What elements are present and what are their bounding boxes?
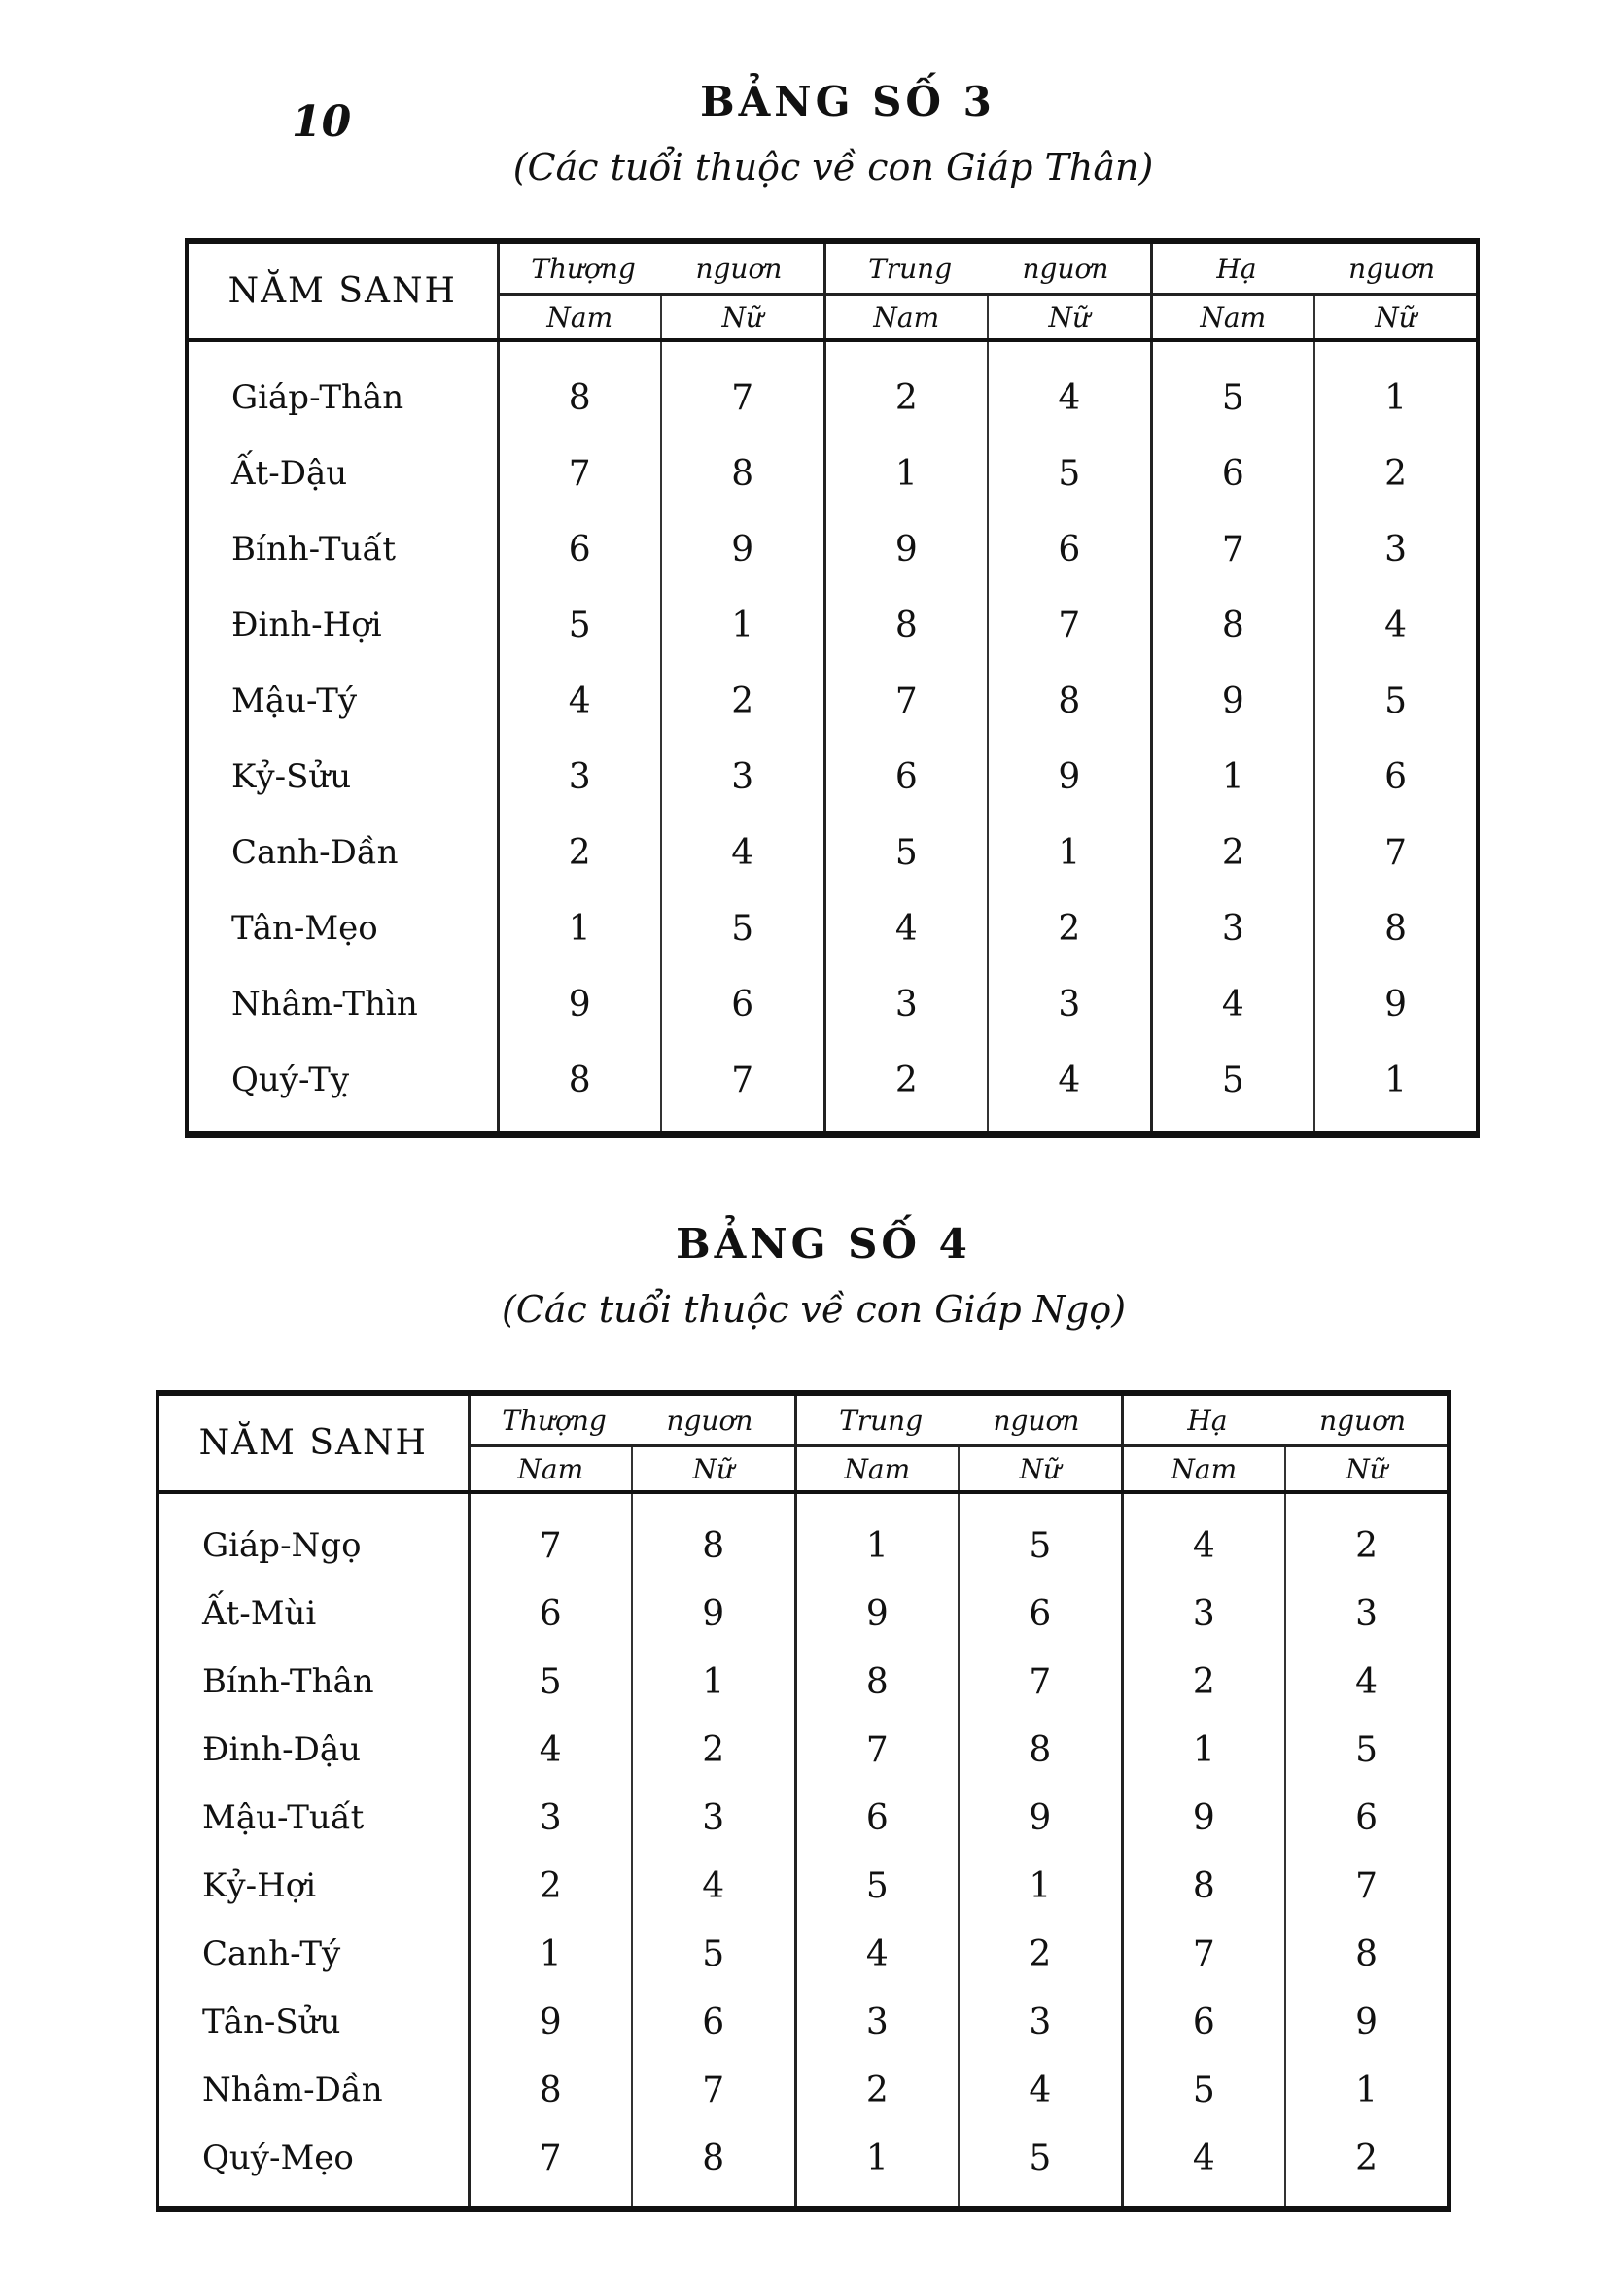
year-name-cell: Canh-Tý: [157, 1920, 469, 1988]
value-cell: 4: [988, 340, 1151, 435]
table-row: [157, 1580, 1449, 1648]
value-cell: 2: [1384, 453, 1407, 494]
year-name-cell: Canh-Dần: [187, 815, 498, 890]
value-cell: 6: [1122, 1988, 1285, 2056]
value-cell: 6: [1151, 435, 1314, 511]
value-cell: 2: [469, 1852, 632, 1920]
group-label: Hạ: [1187, 1404, 1228, 1437]
table-row: [157, 1852, 1449, 1920]
table-3-subtitle: (Các tuổi thuộc về con Giáp Thân): [512, 146, 1154, 189]
value-cell: 2: [1355, 2138, 1378, 2178]
value-cell: 8: [498, 1042, 661, 1135]
table-4-subtitle: (Các tuổi thuộc về con Giáp Ngọ): [501, 1288, 1127, 1331]
year-name-cell: Bính-Thân: [157, 1648, 469, 1716]
table-row: [157, 2056, 1449, 2124]
value-cell: 4: [959, 2056, 1122, 2124]
table-row: [187, 435, 1478, 511]
subheader-nu: Nữ: [1314, 295, 1478, 341]
value-cell: 6: [824, 739, 988, 815]
value-cell: 9: [1355, 2001, 1378, 2042]
value-cell: 2: [824, 1042, 988, 1135]
header-thuong-nguon: [498, 241, 824, 295]
group-label-suffix: nguơn: [1348, 252, 1436, 285]
value-cell: 7: [1384, 832, 1407, 873]
value-cell: 7: [661, 1042, 824, 1135]
value-cell: 6: [469, 1580, 632, 1648]
value-cell: 5: [824, 815, 988, 890]
value-cell: 2: [959, 1920, 1122, 1988]
group-label-suffix: nguơn: [666, 1404, 753, 1437]
value-cell: 5: [1384, 680, 1407, 721]
table-row: [157, 1492, 1449, 1580]
table-row: [157, 1920, 1449, 1988]
table-row: [157, 1716, 1449, 1784]
value-cell: 5: [1151, 340, 1314, 435]
value-cell: 1: [824, 435, 988, 511]
table-row: [187, 966, 1478, 1042]
table-4: [156, 1390, 1451, 2212]
value-cell: 7: [661, 340, 824, 435]
value-cell: 7: [469, 1492, 632, 1580]
value-cell: 6: [795, 1784, 959, 1852]
value-cell: 7: [498, 435, 661, 511]
value-cell: 2: [632, 1716, 795, 1784]
value-cell: 8: [661, 435, 824, 511]
table-row: [187, 739, 1478, 815]
value-cell: 8: [824, 587, 988, 663]
header-trung-nguon: [824, 241, 1151, 295]
table-row: [187, 511, 1478, 587]
value-cell: 9: [661, 511, 824, 587]
table-row: [157, 1648, 1449, 1716]
value-cell: 5: [959, 1492, 1122, 1580]
value-cell: 2: [661, 663, 824, 739]
table-3-title: BẢNG SỐ 3: [700, 78, 996, 125]
year-name-cell: Mậu-Tý: [187, 663, 498, 739]
value-cell: 8: [1122, 1852, 1285, 1920]
value-cell: 2: [498, 815, 661, 890]
value-cell: 4: [795, 1920, 959, 1988]
year-name-cell: Đinh-Dậu: [157, 1716, 469, 1784]
value-cell: 7: [988, 587, 1151, 663]
value-cell: 6: [632, 1988, 795, 2056]
table-row: [157, 2124, 1449, 2209]
subheader-nu: Nữ: [632, 1446, 795, 1493]
value-cell: 9: [1122, 1784, 1285, 1852]
value-cell: 3: [632, 1784, 795, 1852]
year-name-cell: Nhâm-Thìn: [187, 966, 498, 1042]
value-cell: 7: [824, 663, 988, 739]
header-nam-sanh: NĂM SANH: [157, 1393, 469, 1492]
value-cell: 9: [498, 966, 661, 1042]
value-cell: 8: [469, 2056, 632, 2124]
value-cell: 5: [498, 587, 661, 663]
value-cell: 8: [498, 340, 661, 435]
value-cell: 1: [1151, 739, 1314, 815]
value-cell: 5: [1355, 1729, 1378, 1770]
value-cell: 3: [824, 966, 988, 1042]
value-cell: 2: [1151, 815, 1314, 890]
year-name-cell: Ất-Mùi: [157, 1580, 469, 1648]
value-cell: 9: [795, 1580, 959, 1648]
year-name-cell: Giáp-Ngọ: [157, 1492, 469, 1580]
group-label: Thượng: [531, 252, 636, 285]
value-cell: 4: [1122, 2124, 1285, 2209]
value-cell: 9: [1384, 984, 1407, 1025]
subheader-nam: Nam: [824, 295, 988, 341]
table-row: [187, 340, 1478, 435]
value-cell: 1: [959, 1852, 1122, 1920]
table-row: [187, 815, 1478, 890]
value-cell: 8: [1151, 587, 1314, 663]
value-cell: 4: [1122, 1492, 1285, 1580]
value-cell: 8: [1355, 1933, 1378, 1974]
value-cell: 6: [988, 511, 1151, 587]
header-ha-nguon: [1151, 241, 1478, 295]
value-cell: 1: [1355, 2070, 1378, 2110]
year-name-cell: Tân-Mẹo: [187, 890, 498, 966]
value-cell: 1: [498, 890, 661, 966]
value-cell: 8: [795, 1648, 959, 1716]
value-cell: 2: [988, 890, 1151, 966]
value-cell: 2: [1355, 1525, 1378, 1566]
value-cell: 4: [469, 1716, 632, 1784]
value-cell: 8: [632, 2124, 795, 2209]
value-cell: 8: [632, 1492, 795, 1580]
year-name-cell: Mậu-Tuất: [157, 1784, 469, 1852]
table-3-body: [187, 340, 1478, 1135]
value-cell: 4: [988, 1042, 1151, 1135]
value-cell: 9: [988, 739, 1151, 815]
year-name-cell: Tân-Sửu: [157, 1988, 469, 2056]
value-cell: 1: [1384, 1060, 1407, 1100]
value-cell: 4: [1384, 605, 1407, 645]
value-cell: 1: [1384, 377, 1407, 418]
table-row: [157, 1988, 1449, 2056]
value-cell: 9: [824, 511, 988, 587]
value-cell: 3: [469, 1784, 632, 1852]
value-cell: 3: [661, 739, 824, 815]
value-cell: 6: [661, 966, 824, 1042]
value-cell: 5: [959, 2124, 1122, 2209]
value-cell: 1: [632, 1648, 795, 1716]
value-cell: 8: [1384, 908, 1407, 949]
year-name-cell: Nhâm-Dần: [157, 2056, 469, 2124]
value-cell: 3: [1122, 1580, 1285, 1648]
value-cell: 5: [632, 1920, 795, 1988]
group-label: Thượng: [502, 1404, 607, 1437]
value-cell: 4: [498, 663, 661, 739]
value-cell: 3: [1151, 890, 1314, 966]
value-cell: 4: [661, 815, 824, 890]
value-cell: 7: [632, 2056, 795, 2124]
page-number: 10: [292, 97, 352, 147]
table-4-body: [157, 1492, 1449, 2209]
value-cell: 5: [1151, 1042, 1314, 1135]
year-name-cell: Quý-Tỵ: [187, 1042, 498, 1135]
value-cell: 7: [959, 1648, 1122, 1716]
table-row: [187, 1042, 1478, 1135]
table-row: [187, 890, 1478, 966]
subheader-nam: Nam: [469, 1446, 632, 1493]
value-cell: 5: [795, 1852, 959, 1920]
year-name-cell: Giáp-Thân: [187, 340, 498, 435]
year-name-cell: Ất-Dậu: [187, 435, 498, 511]
value-cell: 7: [1355, 1865, 1378, 1906]
year-name-cell: Đinh-Hợi: [187, 587, 498, 663]
subheader-nam: Nam: [498, 295, 661, 341]
value-cell: 1: [795, 1492, 959, 1580]
value-cell: 5: [1122, 2056, 1285, 2124]
value-cell: 1: [1122, 1716, 1285, 1784]
subheader-nu: Nữ: [1285, 1446, 1449, 1493]
subheader-nu: Nữ: [988, 295, 1151, 341]
header-nam-sanh: NĂM SANH: [187, 241, 498, 340]
value-cell: 3: [1384, 529, 1407, 570]
value-cell: 1: [988, 815, 1151, 890]
table-4-title: BẢNG SỐ 4: [676, 1220, 971, 1268]
value-cell: 1: [661, 587, 824, 663]
value-cell: 3: [1355, 1593, 1378, 1634]
value-cell: 4: [824, 890, 988, 966]
value-cell: 8: [988, 663, 1151, 739]
table-row: [187, 587, 1478, 663]
header-thuong-nguon: [469, 1393, 795, 1446]
subheader-nu: Nữ: [661, 295, 824, 341]
value-cell: 6: [959, 1580, 1122, 1648]
group-label-suffix: nguơn: [1319, 1404, 1407, 1437]
group-label-suffix: nguơn: [1022, 252, 1109, 285]
subheader-nu: Nữ: [959, 1446, 1122, 1493]
value-cell: 2: [824, 340, 988, 435]
value-cell: 5: [469, 1648, 632, 1716]
value-cell: 7: [469, 2124, 632, 2209]
value-cell: 4: [1355, 1661, 1378, 1702]
value-cell: 9: [959, 1784, 1122, 1852]
subheader-nam: Nam: [795, 1446, 959, 1493]
group-label-suffix: nguơn: [993, 1404, 1080, 1437]
value-cell: 6: [498, 511, 661, 587]
subheader-nam: Nam: [1151, 295, 1314, 341]
value-cell: 1: [795, 2124, 959, 2209]
header-trung-nguon: [795, 1393, 1122, 1446]
value-cell: 5: [661, 890, 824, 966]
table-3: [185, 238, 1480, 1138]
value-cell: 2: [1122, 1648, 1285, 1716]
value-cell: 7: [795, 1716, 959, 1784]
year-name-cell: Quý-Mẹo: [157, 2124, 469, 2209]
value-cell: 7: [1151, 511, 1314, 587]
value-cell: 6: [1355, 1797, 1378, 1838]
value-cell: 2: [795, 2056, 959, 2124]
value-cell: 3: [498, 739, 661, 815]
value-cell: 6: [1384, 756, 1407, 797]
value-cell: 7: [1122, 1920, 1285, 1988]
year-name-cell: Kỷ-Sửu: [187, 739, 498, 815]
value-cell: 9: [1151, 663, 1314, 739]
value-cell: 9: [469, 1988, 632, 2056]
value-cell: 8: [959, 1716, 1122, 1784]
value-cell: 3: [795, 1988, 959, 2056]
value-cell: 5: [988, 435, 1151, 511]
table-row: [187, 663, 1478, 739]
year-name-cell: Bính-Tuất: [187, 511, 498, 587]
header-ha-nguon: [1122, 1393, 1449, 1446]
table-row: [157, 1784, 1449, 1852]
value-cell: 9: [632, 1580, 795, 1648]
value-cell: 3: [988, 966, 1151, 1042]
value-cell: 4: [1151, 966, 1314, 1042]
value-cell: 4: [632, 1852, 795, 1920]
value-cell: 3: [959, 1988, 1122, 2056]
subheader-nam: Nam: [1122, 1446, 1285, 1493]
group-label: Trung: [868, 252, 953, 285]
group-label-suffix: nguơn: [695, 252, 783, 285]
group-label: Trung: [839, 1404, 924, 1437]
value-cell: 1: [469, 1920, 632, 1988]
group-label: Hạ: [1216, 252, 1257, 285]
year-name-cell: Kỷ-Hợi: [157, 1852, 469, 1920]
